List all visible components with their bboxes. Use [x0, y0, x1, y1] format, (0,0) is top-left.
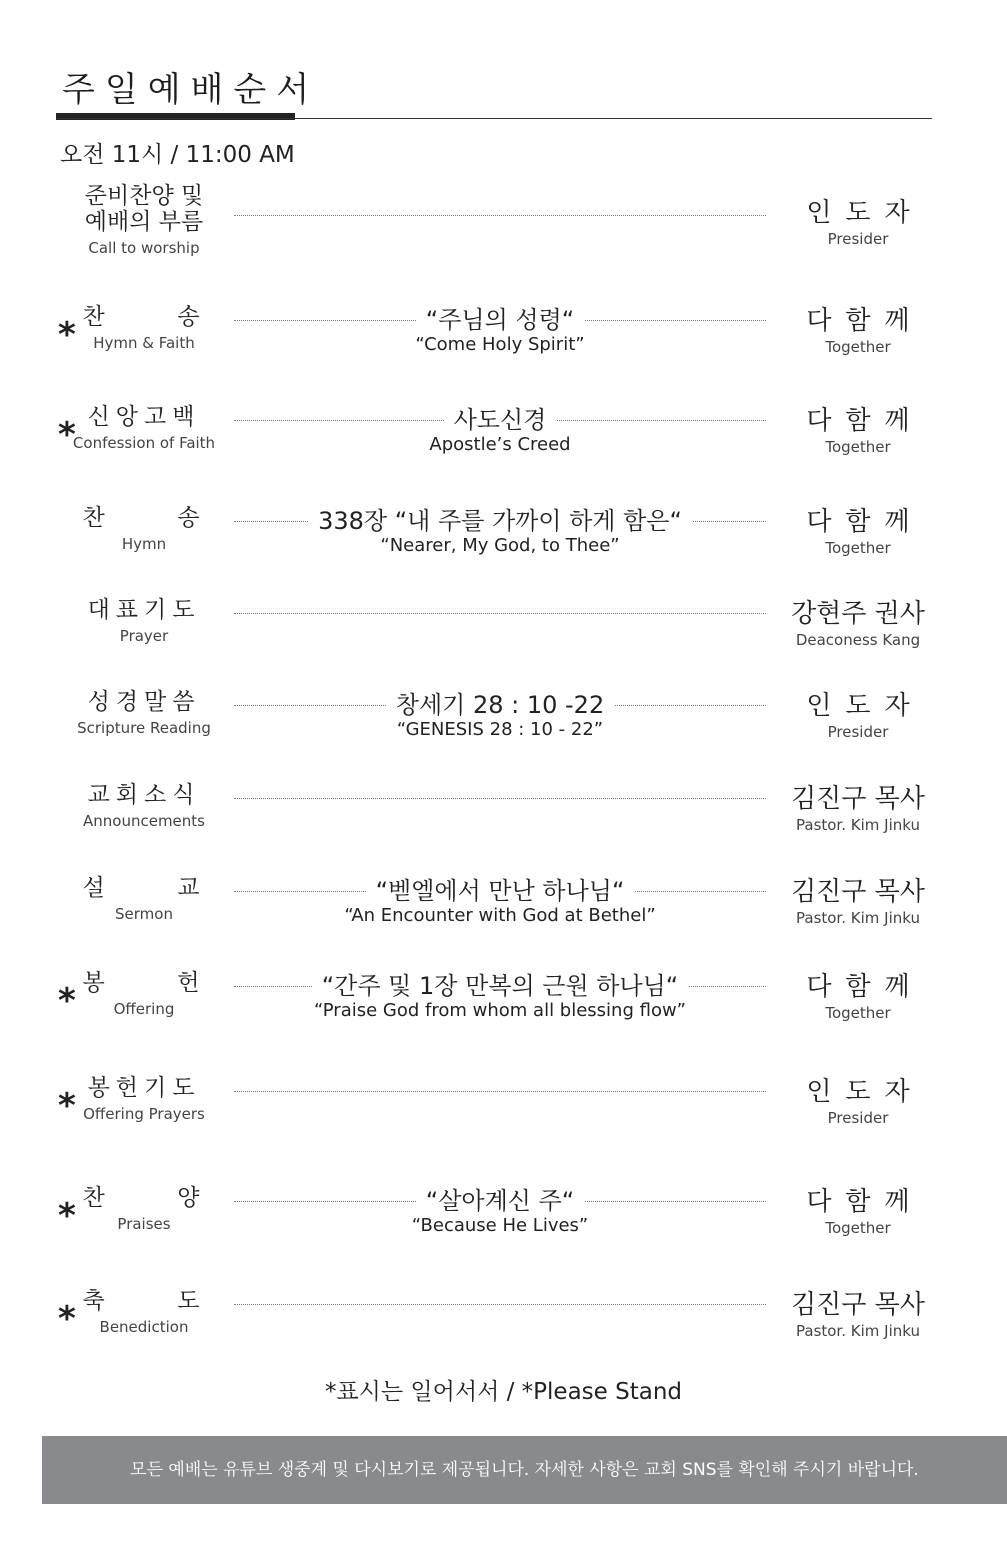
item-leader-en: Together — [825, 438, 891, 456]
service-item — [0, 782, 1007, 842]
service-item — [0, 689, 1007, 749]
item-label — [64, 304, 224, 352]
item-leader-en: Together — [825, 338, 891, 356]
item-content-ko: “주님의 성령“ — [416, 306, 584, 334]
item-leader-en: Presider — [827, 723, 889, 741]
item-leader-en: Together — [825, 1219, 891, 1237]
item-label-ko: 준비찬양 및 예배의 부름 — [84, 183, 204, 235]
item-label — [64, 782, 224, 830]
item-leader — [780, 406, 936, 456]
item-label-en: Hymn — [121, 535, 167, 553]
item-leader-ko: 다함께 — [806, 406, 924, 436]
item-content — [234, 406, 766, 455]
item-label-ko: 신앙고백 — [87, 404, 201, 430]
item-content — [234, 691, 766, 740]
item-label-ko: 대표기도 — [87, 597, 201, 623]
item-label-en: Confession of Faith — [72, 434, 216, 452]
stand-marker: * — [58, 981, 76, 1021]
service-item — [0, 1185, 1007, 1245]
service-time: 오전 11시 / 11:00 AM — [60, 142, 295, 168]
item-label — [64, 689, 224, 737]
item-label — [64, 970, 224, 1018]
item-leader-ko: 강현주 권사 — [791, 599, 925, 629]
service-item — [0, 304, 1007, 364]
item-content-en: “GENESIS 28 : 10 - 22” — [396, 719, 604, 740]
item-label-ko: 찬 양 — [82, 1185, 206, 1211]
item-leader-en: Pastor. Kim Jinku — [796, 816, 920, 834]
item-label-en: Prayer — [119, 627, 169, 645]
item-content — [234, 972, 766, 1021]
service-item — [0, 1288, 1007, 1348]
item-content — [234, 507, 766, 556]
item-leader — [780, 877, 936, 927]
item-content-en: “Praise God from whom all blessing flow” — [314, 1000, 686, 1021]
item-label-en: Offering Prayers — [83, 1105, 205, 1123]
item-label — [64, 875, 224, 923]
item-leader-ko: 다함께 — [806, 507, 924, 537]
item-leader — [780, 972, 936, 1022]
item-leader-ko: 인도자 — [806, 198, 924, 228]
item-label — [64, 505, 224, 553]
item-label-en: Benediction — [99, 1318, 189, 1336]
item-leader — [780, 1187, 936, 1237]
item-leader-en: Together — [825, 1004, 891, 1022]
stand-marker: * — [58, 1196, 76, 1236]
item-content-en: “An Encounter with God at Bethel” — [344, 905, 656, 926]
item-leader-ko: 인도자 — [806, 691, 924, 721]
item-content-ko: “간주 및 1장 만복의 근원 하나님“ — [312, 972, 689, 1000]
service-item — [0, 505, 1007, 565]
item-content — [234, 877, 766, 926]
item-leader-ko: 김진구 목사 — [791, 1290, 925, 1320]
item-label — [64, 183, 224, 257]
item-content-en: “Because He Lives” — [411, 1215, 589, 1236]
item-content-ko: 사도신경 — [444, 406, 557, 434]
item-content-en: “Come Holy Spirit” — [415, 334, 585, 355]
item-label-en: Praises — [117, 1215, 171, 1233]
service-item — [0, 597, 1007, 657]
item-content — [234, 306, 766, 355]
item-label — [64, 404, 224, 452]
footer-notice: 모든 예배는 유튜브 생중계 및 다시보기로 제공됩니다. 자세한 사항은 교회 SNS를 확인해 주시기 바랍니다. — [42, 1436, 1007, 1504]
item-label-en: Call to worship — [88, 239, 200, 257]
item-content-ko: “벧엘에서 만난 하나님“ — [366, 877, 635, 905]
item-label-en: Sermon — [115, 905, 173, 923]
stand-marker: * — [58, 315, 76, 355]
item-leader — [780, 306, 936, 356]
item-leader-ko: 인도자 — [806, 1077, 924, 1107]
item-label — [64, 1288, 224, 1336]
item-leader-en: Presider — [827, 230, 889, 248]
service-item — [0, 875, 1007, 935]
dotted-leader — [234, 1091, 766, 1092]
item-label-ko: 찬 송 — [82, 304, 206, 330]
stand-note: *표시는 일어서서 / *Please Stand — [324, 1379, 683, 1405]
item-leader-ko: 다함께 — [806, 306, 924, 336]
item-label-en: Hymn & Faith — [93, 334, 195, 352]
item-label-en: Offering — [113, 1000, 175, 1018]
item-leader — [780, 784, 936, 834]
item-content-ko: 338장 “내 주를 가까이 하게 함은“ — [308, 507, 692, 535]
item-leader — [780, 1290, 936, 1340]
item-leader-ko: 다함께 — [806, 972, 924, 1002]
item-leader — [780, 507, 936, 557]
item-content — [234, 1187, 766, 1236]
item-label-ko: 봉 헌 — [82, 970, 206, 996]
stand-marker: * — [58, 415, 76, 455]
item-content-en: “Nearer, My God, to Thee” — [380, 535, 620, 556]
item-label — [64, 1185, 224, 1233]
item-label-ko: 교회소식 — [87, 782, 201, 808]
item-leader-ko: 다함께 — [806, 1187, 924, 1217]
item-label — [64, 1075, 224, 1123]
item-leader — [780, 1077, 936, 1127]
item-label-en: Announcements — [83, 812, 205, 830]
item-leader-en: Together — [825, 539, 891, 557]
item-label-ko: 찬 송 — [82, 505, 206, 531]
item-leader-en: Presider — [827, 1109, 889, 1127]
item-leader — [780, 599, 936, 649]
service-item — [0, 404, 1007, 464]
stand-marker: * — [58, 1086, 76, 1126]
stand-marker: * — [58, 1299, 76, 1339]
item-leader — [780, 691, 936, 741]
title-divider — [56, 118, 932, 119]
item-leader-en: Pastor. Kim Jinku — [796, 909, 920, 927]
item-label — [64, 597, 224, 645]
item-leader-ko: 김진구 목사 — [791, 877, 925, 907]
item-label-ko: 봉헌기도 — [87, 1075, 201, 1101]
dotted-leader — [234, 613, 766, 614]
item-leader-en: Deaconess Kang — [795, 631, 921, 649]
dotted-leader — [234, 798, 766, 799]
item-content-ko: “살아계신 주“ — [416, 1187, 584, 1215]
dotted-leader — [234, 1304, 766, 1305]
service-item — [0, 1075, 1007, 1135]
service-item — [0, 183, 1007, 257]
dotted-leader — [234, 215, 766, 216]
page-title: 주일예배순서 — [62, 70, 320, 110]
item-leader-en: Pastor. Kim Jinku — [796, 1322, 920, 1340]
item-label-en: Scripture Reading — [77, 719, 211, 737]
item-label-ko: 축 도 — [82, 1288, 206, 1314]
service-item — [0, 970, 1007, 1030]
item-leader — [780, 198, 936, 248]
item-content-en: Apostle’s Creed — [429, 434, 571, 455]
item-label-ko: 설 교 — [82, 875, 206, 901]
item-leader-ko: 김진구 목사 — [791, 784, 925, 814]
item-label-ko: 성경말씀 — [87, 689, 201, 715]
item-content-ko: 창세기 28 : 10 -22 — [386, 691, 614, 719]
